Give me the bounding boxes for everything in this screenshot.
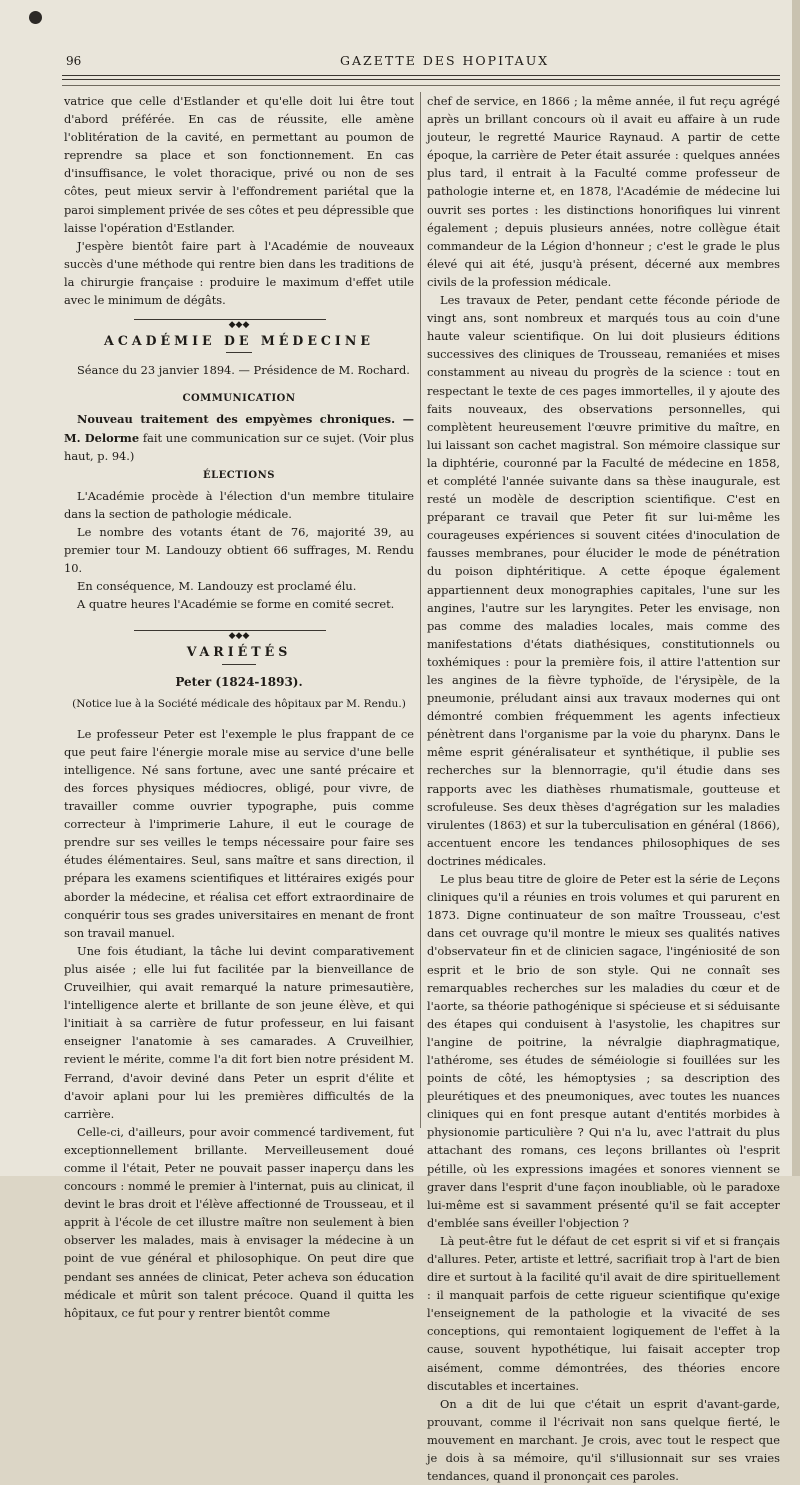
header-rule — [62, 75, 780, 76]
paragraph: Le nombre des votants étant de 76, majorité 39, au premier tour M. Landouzy obtient 66 suffrages, M. Rendu 10. — [64, 524, 414, 576]
header-rule — [62, 85, 780, 86]
communication-paragraph — [64, 410, 414, 464]
paragraph: En conséquence, M. Landouzy est proclamé élu. — [77, 579, 357, 594]
communication-text: fait une communication sur ce sujet. (Voir plus haut, p. 94.) — [64, 430, 414, 463]
masthead-title: GAZETTE DES HOPITAUX — [340, 53, 550, 68]
seance-line: Séance du 23 janvier 1894. — Présidence de M. Rochard. — [77, 363, 410, 378]
paragraph: chef de service, en 1866 ; la même année, il fut reçu agrégé après un brillant concours où il avait eu affaire à un rude jouteur, le regretté Maurice Raynaud. A partir de cette époque, la carrière de Peter était assurée : quelques années plus tard, il entrait à la Faculté comme professeur de pathologie interne et, en 1878, l'Académie de médecine lui ouvrit ses portes : les distinctions honorifiques lui vinrent également ; depuis plusieurs années, notre collègue était commandeur de la Légion d'honneur ; c'est le grade le plus élevé qui ait été, jusqu'à présent, décerné aux membres civils de la profession médicale. — [427, 94, 780, 289]
title-rule — [222, 664, 256, 665]
paragraph: A quatre heures l'Académie se forme en comité secret. — [77, 597, 395, 612]
paragraph: Les travaux de Peter, pendant cette féconde période de vingt ans, sont nombreux et marqués tous au coin d'une haute valeur scientifique. On lui doit plusieurs éditions successives des cliniques de Trousseau, remaniées et mises constamment au niveau du progrès de la science : tout en respectant le texte de ces pages immortelles, il y ajoute des faits nouveaux, des observations personnelles, qui complètent heureusement l'œuvre primitive du maître, en lui laissant son cachet magistral. Son mémoire classique sur la diphtérie, couronné par la Faculté de médecine en 1858, et complété l'année suivante dans sa thèse inaugurale, est resté un modèle de description scientifique. C'est en préparant ce travail que Peter fit sur lui-même les courageuses expériences si souvent citées d'inoculation de fausses membranes, pour élucider le mode de pénétration du poison diphtéritique. A cette époque également appartiennent deux monographies capitales, l'une sur les angines, l'autre sur les laryngites. Peter les envisage, non pas comme des maladies locales, mais comme des manifestations d'états diathésiques, constitutionnels ou toxhémiques : pour la première fois, il attire l'attention sur les angines de la fièvre typhoïde, de l'érysipèle, de la pneumonie, préludant ainsi aux travaux modernes qui ont démontré combien fréquemment les agents infectieux pénètrent dans l'organisme par la voie du pharynx. Dans le même esprit généralisateur et synthétique, il publie ses recherches sur la blennorragie, qu'il étudie dans ses rapports avec les diathèses rhumatismale, goutteuse et scrofuleuse. Ses deux thèses d'agrégation sur les maladies virulentes (1863) et sur la tuberculisation en général (1866), accentuent encore les tendances philosophiques de ses doctrines médicales. — [427, 293, 780, 868]
communication-lead: Nouveau traitement des empyèmes chroniques. — M. Delorme — [64, 412, 414, 445]
section-ornament — [64, 314, 414, 331]
left-column — [64, 92, 414, 1322]
paragraph: L'Académie procède à l'élection d'un membre titulaire dans la section de pathologie médicale. — [64, 488, 414, 521]
paragraph: Celle-ci, d'ailleurs, pour avoir commencé tardivement, fut exceptionnellement brillante. Merveilleusement doué comme il l'était, Peter ne pouvait passer inaperçu dans les concours : nommé le premier à l'internat, puis au clinicat, il devint le bras droit et l'élève affectionné de Trousseau, et il apprit à l'école de cet illustre maître non seulement à bien observer les malades, mais à envisager la médecine à un point de vue général et philosophique. On peut dire que pendant ses années de clinicat, Peter acheva son éducation médicale et mûrit son talent précoce. Quand il quitta les hôpitaux, ce fut pour y rentrer bientôt comme — [64, 1124, 414, 1320]
paragraph: Une fois étudiant, la tâche lui devint comparativement plus aisée ; elle lui fut facilitée par la bienveillance de Cruveilhier, qui avait remarqué la nature primesautière, l'intelligence alerte et brillante de son jeune élève, et qui l'initiait à sa carrière de futur professeur, en lui faisant enseigner l'anatomie à ses camarades. A Cruveilhier, revient le mérite, comme l'a dit fort bien notre président M. Ferrand, d'avoir deviné dans Peter un esprit d'élite et d'avoir aplani pour lui les premières difficultés de la carrière. — [64, 943, 414, 1121]
ornament-glyph: ◆◆◆ — [225, 631, 254, 641]
paragraph: On a dit de lui que c'était un esprit d'avant-garde, prouvant, comme il l'écrivait non sans quelque fierté, le mouvement en marchant. Je crois, avec tout le respect que je dois à sa mémoire, qu'il s'illusionnait sur ses vraies tendances, quand il prononçait ces paroles. — [427, 1396, 780, 1484]
page-edge — [792, 0, 800, 1176]
subheading-communication: COMMUNICATION — [182, 393, 296, 405]
article-notice: (Notice lue à la Société médicale des hôpitaux par M. Rendu.) — [72, 697, 406, 710]
ornament-glyph: ◆◆◆ — [225, 320, 254, 330]
binding-hole — [29, 11, 42, 24]
title-rule — [226, 352, 252, 353]
column-divider — [420, 92, 421, 1128]
right-column — [427, 92, 780, 1485]
section-title-varietes: VARIÉTÉS — [186, 644, 292, 660]
paragraph: Le professeur Peter est l'exemple le plus frappant de ce que peut faire l'énergie morale mise au service d'une belle intelligence. Né sans fortune, avec une santé précaire et des forces physiques médiocres, obligé, pour vivre, de travailler comme ouvrier typographe, puis comme correcteur à l'imprimerie Lahure, il eut le courage de prendre sur ses veilles le temps nécessaire pour faire ses études élémentaires. Seul, sans maître et sans direction, il prépara les examens scientifiques et littéraires exigés pour aborder la médecine, et réalisa cet effort extraordinaire de conquérir tous ses grades universitaires en menant de front son travail manuel. — [64, 726, 414, 940]
paragraph: Là peut-être fut le défaut de cet esprit si vif et si français d'allures. Peter, artiste et lettré, sacrifiait trop à l'art de bien dire et surtout à la facilité qu'il avait de dire spirituellement : il manquait parfois de cette rigueur scientifique qu'exige l'enseignement de la pathologie et la vivacité de ses conceptions, qui remontaient logiquement de l'effet à la cause, souvent hypothétique, lui faisait accepter trop aisément, comme démontrées, des théories encore discutables et incertaines. — [427, 1233, 780, 1393]
section-ornament — [64, 625, 414, 642]
paragraph: J'espère bientôt faire part à l'Académie de nouveaux succès d'une méthode qui rentre bien dans les traditions de la chirurgie française : produire le maximum d'effet utile avec le minimum de dégâts. — [64, 238, 414, 308]
paragraph: vatrice que celle d'Estlander et qu'elle doit lui être tout d'abord préférée. En cas de réussite, elle amène l'oblitération de la cavité, en permettant au poumon de reprendre sa place et son fonctionnement. En cas d'insuffisance, le volet thoracique, privé ou non de ses côtes, peut mieux servir à l'effondrement pariétal que la paroi simplement privée de ses côtes et peu dépressible que laisse l'opération d'Estlander. — [64, 94, 414, 235]
article-title: Peter (1824-1893). — [175, 674, 303, 689]
paragraph: Le plus beau titre de gloire de Peter est la série de Leçons cliniques qu'il a réunies en trois volumes et qui parurent en 1873. Digne continuateur de son maître Trousseau, c'est dans cet ouvrage qu'il montre le mieux ses qualités natives d'observateur fin et de clinicien sagace, l'ingéniosité de son esprit et le brio de son style. Qui ne connaît ses remarquables recherches sur les maladies du cœur et de l'aorte, sa théorie pathogénique si spécieuse et si séduisante des étapes qui conduisent à l'asystolie, les chapitres sur l'angine de poitrine, la névralgie diaphragmatique, l'athérome, ses études de séméiologie si fouillées sur les points de côté, les hémoptysies ; sa description des pleurétiques et des pneumoniques, avec toutes les nuances cliniques qui en font presque autant d'entités morbides à physionomie particulière ? Qui n'a lu, avec l'attrait du plus attachant des romans, ces leçons brillantes où l'esprit pétille, où les expressions imagées et sonores viennent se graver dans l'esprit d'une façon inoubliable, où le paradoxe lui-même est si savamment présenté qu'il se fait accepter d'emblée sans éveiller l'objection ? — [427, 872, 780, 1230]
subheading-elections: ÉLECTIONS — [203, 469, 275, 481]
section-title-academie: ACADÉMIE DE MÉDECINE — [104, 333, 374, 349]
header-rule — [62, 79, 780, 80]
page-number: 96 — [66, 54, 82, 68]
